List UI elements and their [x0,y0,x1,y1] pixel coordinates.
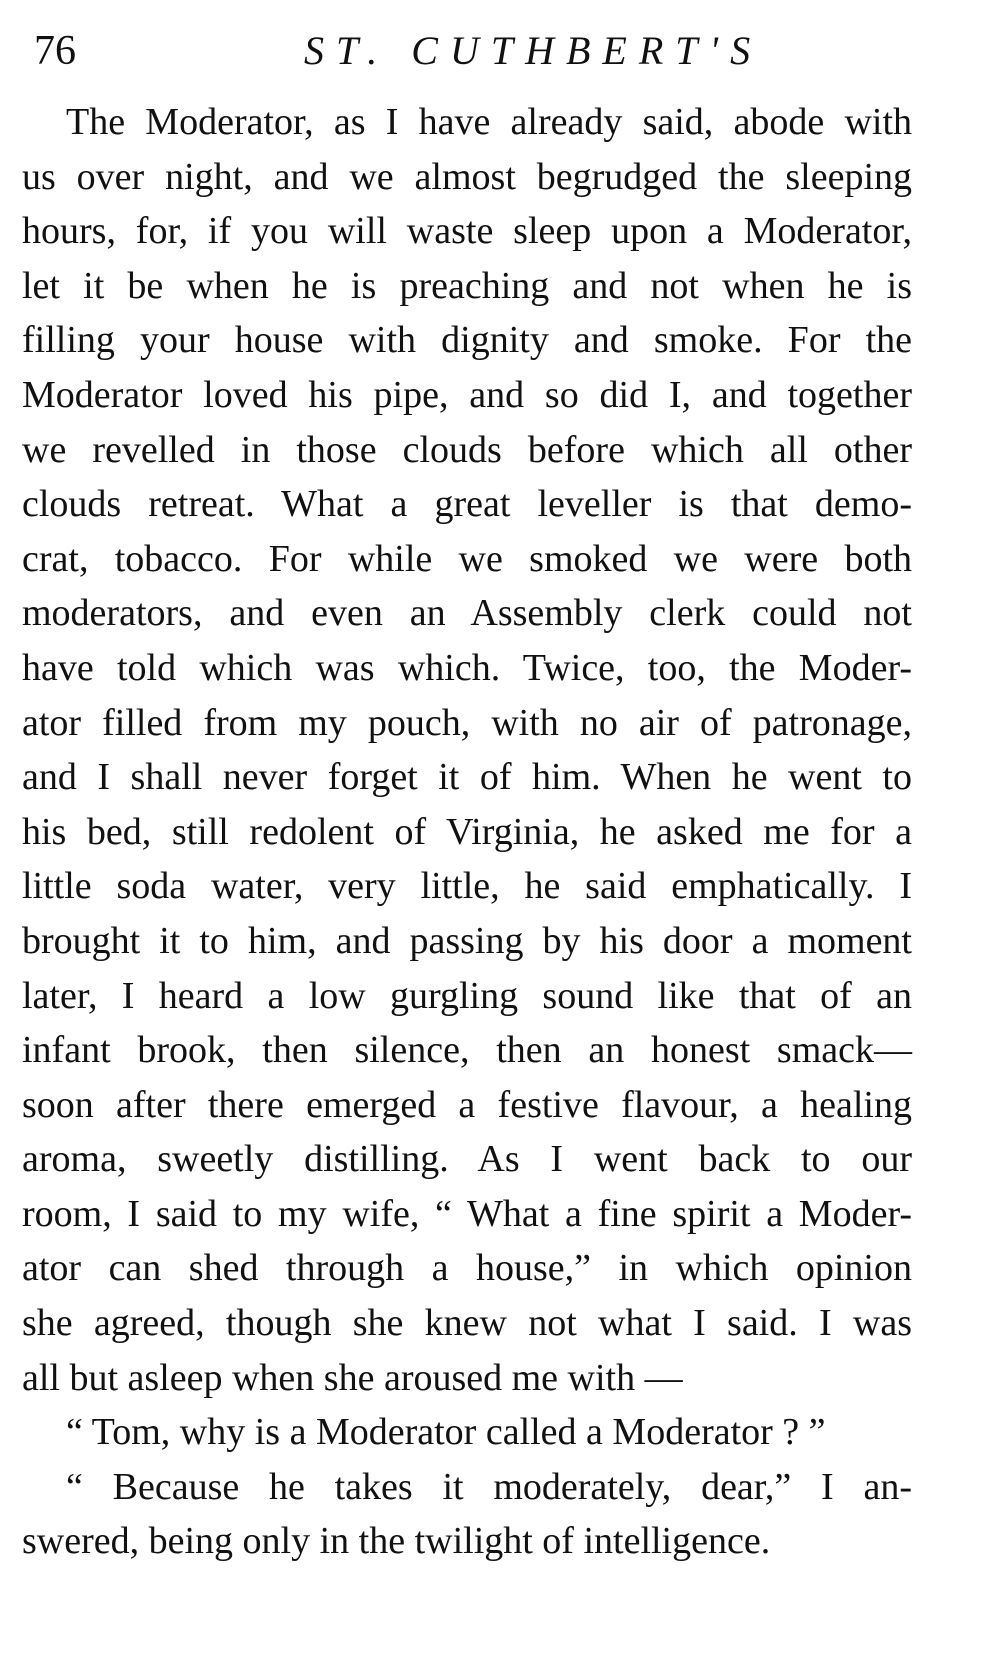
text-line: brought it to him, and passing by his door a moment [22,919,912,962]
running-title: ST. CUTHBERT'S [304,28,763,73]
text-line: room, I said to my wife, “ What a fine spirit a Moder- [22,1192,912,1235]
page-number: 76 [34,28,76,74]
text-line: we revelled in those clouds before which all other [22,428,912,471]
text-line: hours, for, if you will waste sleep upon a Moderator, [22,210,912,253]
text-line: ator filled from my pouch, with no air of patronage, [22,701,912,744]
text-line: his bed, still redolent of Virginia, he asked me for a [22,810,912,853]
text-line: little soda water, very little, he said emphatically. I [22,865,912,908]
text-line: crat, tobacco. For while we smoked we were both [22,537,912,580]
text-line: soon after there emerged a festive flavour, a healing [22,1083,912,1126]
text-line: swered, being only in the twilight of intelligence. [22,1520,771,1563]
text-line: us over night, and we almost begrudged the sleeping [22,155,912,198]
page-header [34,26,934,76]
text-line: ator can shed through a house,” in which opinion [22,1247,912,1290]
dialogue-line: “ Tom, why is a Moderator called a Moderator ? ” [66,1411,826,1454]
text-line: infant brook, then silence, then an honest smack— [22,1029,912,1072]
text-line: The Moderator, as I have already said, abode with [66,101,912,143]
text-line: let it be when he is preaching and not when he is [22,264,912,307]
text-line: moderators, and even an Assembly clerk could not [22,592,912,635]
text-line: later, I heard a low gurgling sound like that of an [22,974,912,1017]
body-text [22,95,912,1569]
text-line: filling your house with dignity and smoke. For the [22,319,912,362]
text-line: all but asleep when she aroused me with — [22,1356,683,1399]
text-line: aroma, sweetly distilling. As I went back to our [22,1138,912,1181]
text-line: have told which was which. Twice, too, the Moder- [22,646,912,689]
text-line: she agreed, though she knew not what I said. I was [22,1302,912,1345]
text-line: clouds retreat. What a great leveller is that demo- [22,483,912,526]
dialogue-line: “ Because he takes it moderately, dear,” I an- [66,1465,912,1508]
text-line: Moderator loved his pipe, and so did I, and together [22,373,912,416]
text-line: and I shall never forget it of him. When he went to [22,756,912,799]
